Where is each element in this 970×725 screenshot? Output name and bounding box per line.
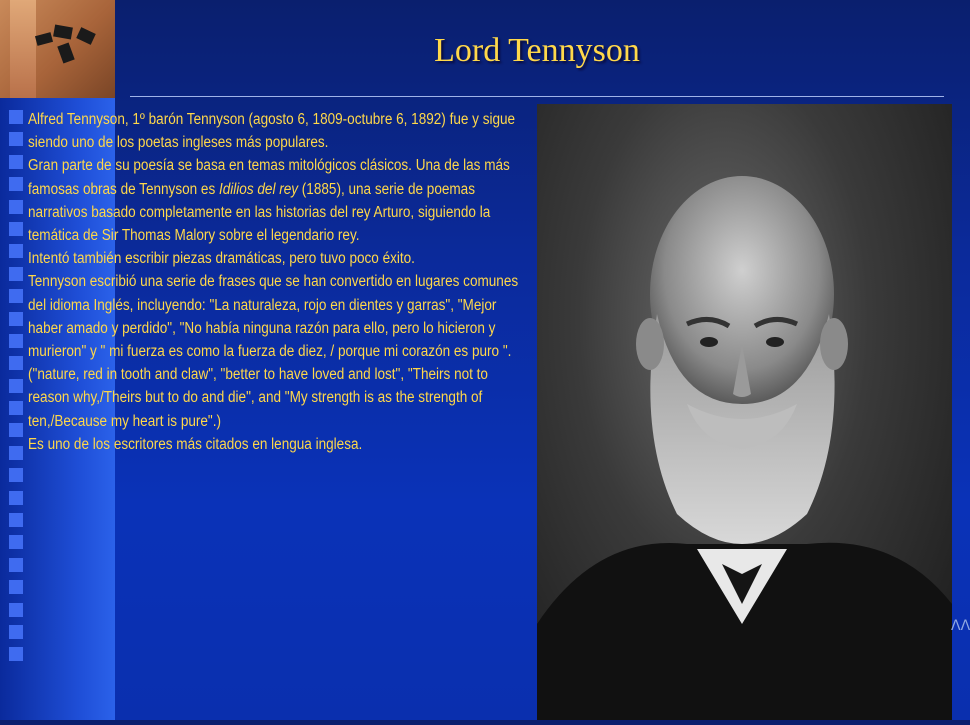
- square: [9, 446, 23, 460]
- square: [9, 580, 23, 594]
- paragraph-drama: Intentó también escribir piezas dramáticas, pero tuvo poco éxito.: [28, 250, 415, 268]
- portrait-photo: [537, 104, 952, 720]
- square: [9, 222, 23, 236]
- square: [9, 535, 23, 549]
- square: [9, 423, 23, 437]
- square: [9, 625, 23, 639]
- paragraph-citation: Es uno de los escritores más citados en lengua inglesa.: [28, 435, 363, 453]
- square: [9, 468, 23, 482]
- square: [9, 558, 23, 572]
- paragraph-intro: Alfred Tennyson, 1º barón Tennyson (agosto 6, 1809-octubre 6, 1892) fue y sigue siendo uno de los poetas ingleses más populares.: [28, 111, 516, 152]
- edge-mark: ΛΛ: [951, 618, 970, 634]
- square: [9, 356, 23, 370]
- square: [9, 513, 23, 527]
- square: [9, 289, 23, 303]
- paragraph-phrases-en: ("nature, red in tooth and claw", "better to have loved and lost", "Theirs not to reason why,/Theirs but to do and die", and "My strength is as the strength of ten,/Because my heart is pure".): [28, 366, 488, 430]
- paragraph-poetry-before: Gran parte de su poesía se basa en temas mitológicos clásicos. Una de las más famosas obras de Tennyson es: [28, 157, 510, 198]
- slide-title: Lord Tennyson: [434, 32, 640, 69]
- slide-body: [28, 108, 526, 456]
- decorative-squares: [9, 110, 23, 670]
- square: [9, 312, 23, 326]
- square: [9, 200, 23, 214]
- paragraph-poetry: [28, 154, 526, 247]
- logo-glyph-icon: [34, 22, 104, 72]
- paragraph-phrases-es: Tennyson escribió una serie de frases que se han convertido en lugares comunes del idioma Inglés, incluyendo: "La naturaleza, rojo en dientes y garras", "Mejor haber amado y perdido", "No había ninguna razón para ello, pero lo hicieron y murieron" y " mi fuerza es como la fuerza de diez, / porque mi corazón es puro ".: [28, 273, 519, 361]
- portrait-drawing: [537, 104, 952, 720]
- square: [9, 155, 23, 169]
- square: [9, 267, 23, 281]
- square: [9, 401, 23, 415]
- title-divider: [130, 96, 944, 97]
- paragraph-poetry-after: (1885), una serie de poemas narrativos basado completamente en las historias del rey Arturo, siguiendo la temática de Sir Thomas Malory sobre el legendario rey.: [28, 180, 491, 245]
- square: [9, 132, 23, 146]
- square: [9, 491, 23, 505]
- square: [9, 379, 23, 393]
- square: [9, 177, 23, 191]
- square: [9, 110, 23, 124]
- square: [9, 334, 23, 348]
- logo-panel: [10, 0, 36, 98]
- square: [9, 244, 23, 258]
- square: [9, 647, 23, 661]
- university-logo-icon: [0, 0, 115, 98]
- square: [9, 603, 23, 617]
- work-title: Idilios del rey: [218, 180, 299, 198]
